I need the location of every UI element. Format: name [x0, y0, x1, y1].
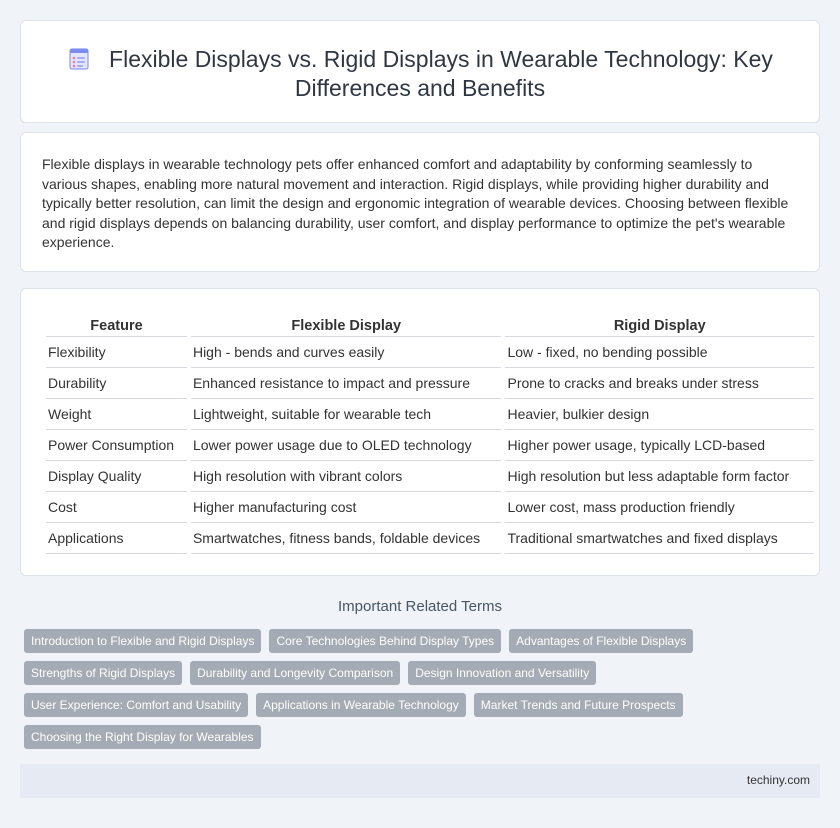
table-cell: Higher manufacturing cost — [191, 492, 502, 523]
summary-card — [20, 132, 820, 272]
related-terms-list — [24, 629, 704, 757]
related-terms-heading: Important Related Terms — [338, 598, 502, 615]
table-cell: Lightweight, suitable for wearable tech — [191, 399, 502, 430]
table-cell: Cost — [46, 492, 187, 523]
table-cell: Higher power usage, typically LCD-based — [505, 430, 814, 461]
summary-paragraph: Flexible displays in wearable technology pets offer enhanced comfort and adaptability by conforming seamlessly to various shapes, enabling more natural movement and interaction. Rigid displays, while providing higher durability and typically better resolution, can limit the design and ergonomic integration of wearable devices. Choosing between flexible and rigid displays depends on balancing durability, user comfort, and display performance to optimize the pet's wearable experience. — [42, 156, 789, 251]
comparison-table-card — [20, 288, 820, 576]
table-row — [46, 523, 814, 554]
table-row — [46, 399, 814, 430]
related-term-tag[interactable]: Core Technologies Behind Display Types — [269, 629, 501, 653]
related-term-tag[interactable]: Design Innovation and Versatility — [408, 661, 596, 685]
header-rigid-display: Rigid Display — [505, 315, 814, 337]
page-title: Flexible Displays vs. Rigid Displays in Wearable Technology: Key Differences and Benefits — [109, 46, 773, 101]
table-row — [46, 430, 814, 461]
table-cell: Durability — [46, 368, 187, 399]
header-feature: Feature — [46, 315, 187, 337]
header-flexible-display: Flexible Display — [191, 315, 502, 337]
table-row — [46, 461, 814, 492]
table-cell: Display Quality — [46, 461, 187, 492]
document-list-icon — [67, 48, 91, 70]
page-title-row — [21, 45, 819, 103]
table-cell: Lower power usage due to OLED technology — [191, 430, 502, 461]
related-term-tag[interactable]: Advantages of Flexible Displays — [509, 629, 693, 653]
footer-bar — [20, 764, 820, 798]
table-cell: Power Consumption — [46, 430, 187, 461]
table-cell: Low - fixed, no bending possible — [505, 337, 814, 368]
table-row — [46, 492, 814, 523]
table-cell: Flexibility — [46, 337, 187, 368]
table-row — [46, 368, 814, 399]
related-term-tag[interactable]: User Experience: Comfort and Usability — [24, 693, 248, 717]
table-cell: Applications — [46, 523, 187, 554]
table-cell: High resolution but less adaptable form factor — [505, 461, 814, 492]
table-cell: Heavier, bulkier design — [505, 399, 814, 430]
footer-site-link[interactable]: techiny.com — [746, 773, 810, 787]
table-cell: Weight — [46, 399, 187, 430]
related-term-tag[interactable]: Applications in Wearable Technology — [256, 693, 466, 717]
related-term-tag[interactable]: Strengths of Rigid Displays — [24, 661, 182, 685]
table-cell: Smartwatches, fitness bands, foldable devices — [191, 523, 502, 554]
table-cell: Prone to cracks and breaks under stress — [505, 368, 814, 399]
comparison-table — [42, 315, 818, 554]
related-term-tag[interactable]: Durability and Longevity Comparison — [190, 661, 400, 685]
table-cell: Traditional smartwatches and fixed displays — [505, 523, 814, 554]
title-card — [20, 20, 820, 123]
related-term-tag[interactable]: Choosing the Right Display for Wearables — [24, 725, 261, 749]
table-cell: High - bends and curves easily — [191, 337, 502, 368]
table-cell: Lower cost, mass production friendly — [505, 492, 814, 523]
related-term-tag[interactable]: Market Trends and Future Prospects — [474, 693, 683, 717]
table-cell: High resolution with vibrant colors — [191, 461, 502, 492]
table-header-row — [46, 315, 814, 337]
table-row — [46, 337, 814, 368]
related-term-tag[interactable]: Introduction to Flexible and Rigid Displays — [24, 629, 261, 653]
table-cell: Enhanced resistance to impact and pressure — [191, 368, 502, 399]
